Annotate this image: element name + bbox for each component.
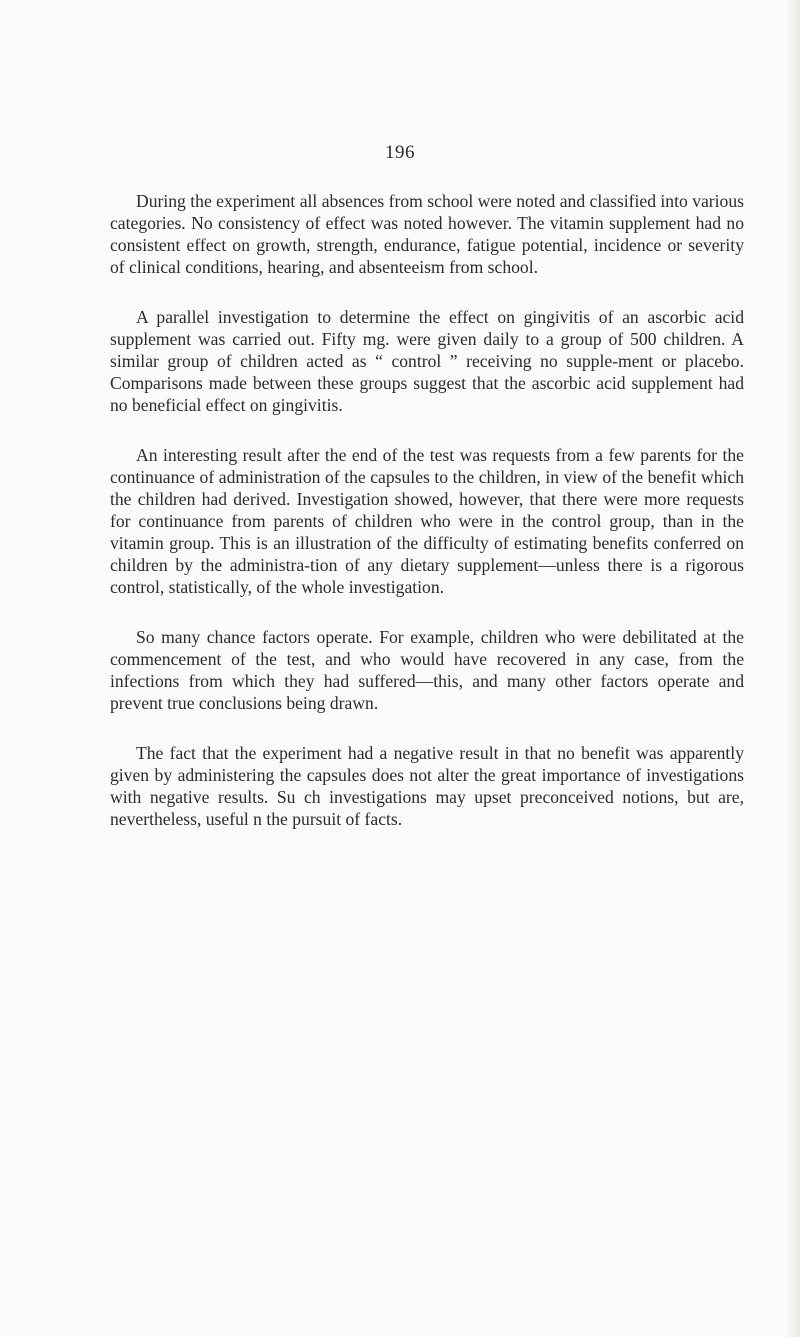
paragraph-gingivitis: A parallel investigation to determine the effect on gingivitis of an ascorbic acid supplement was carried out. Fifty mg. were given daily to a group of 500 children. A similar group of children acted as “ control ” receiving no supple-ment or placebo. Comparisons made between these groups suggest that the ascorbic acid supplement had no beneficial effect on gingivitis. xyxy=(110,307,744,415)
paragraph-chance-factors: So many chance factors operate. For example, children who were debilitated at the commencement of the test, and who would have recovered in any case, from the infections from which they had suffered—this, and many other factors operate and prevent true conclusions being drawn. xyxy=(110,627,744,713)
paragraph-absences: During the experiment all absences from school were noted and classified into various categories. No consistency of effect was noted however. The vitamin supplement had no consistent effect on growth, strength, endurance, fatigue potential, incidence or severity of clinical conditions, hearing, and absenteeism from school. xyxy=(110,191,744,277)
page-number: 196 xyxy=(385,142,415,163)
paragraph-negative-results: The fact that the experiment had a negative result in that no benefit was apparently given by administering the capsules does not alter the great importance of investigations with negative results. Su ch investigations may upset preconceived notions, but are, nevertheless, useful n the pursuit of facts. xyxy=(110,743,744,829)
paragraph-parent-requests: An interesting result after the end of the test was requests from a few parents for the continuance of administration of the capsules to the children, in view of the benefit which the children had derived. Investigation showed, however, that there were more requests for continuance from parents of children who were in the control group, than in the vitamin group. This is an illustration of the difficulty of estimating benefits conferred on children by the administra-tion of any dietary supplement—unless there is a rigorous control, statistically, of the whole investigation. xyxy=(110,445,744,597)
body-text xyxy=(110,190,744,858)
page-edge-shadow xyxy=(786,0,800,1337)
